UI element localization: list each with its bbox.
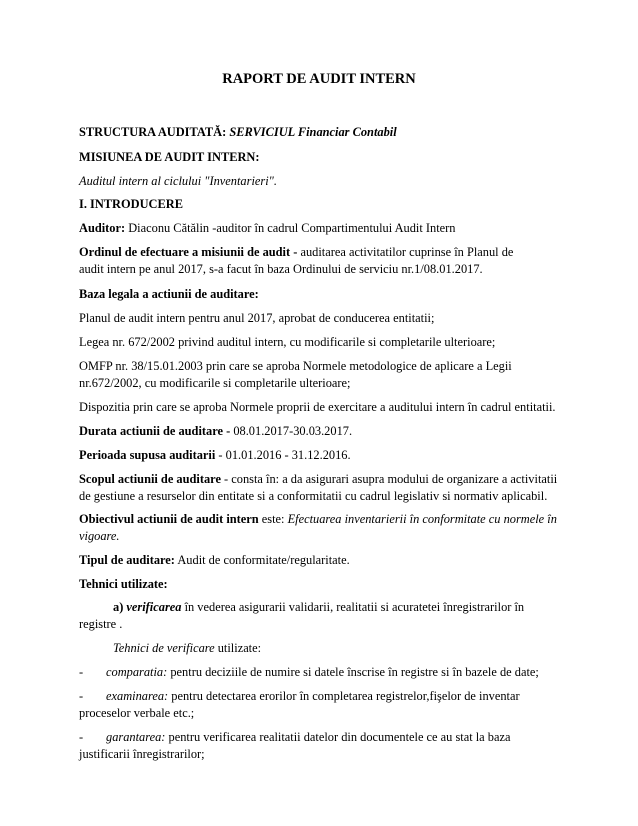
baza-item: nr.672/2002, cu modificarile si completarile ulterioare; (79, 376, 351, 390)
misiunea-label: MISIUNEA DE AUDIT INTERN: (79, 150, 260, 164)
tehnici-verificare-line: Tehnici de verificare utilizate: (113, 641, 262, 655)
obiectivul-line-2: vigoare. (79, 529, 120, 543)
dash-item-examinarea: - examinarea: pentru detectarea erorilor în completarea registrelor,fişelor de inventar (79, 689, 520, 703)
obiectivul-line-1: Obiectivul actiunii de audit intern este: Efectuarea inventarierii în conformitate cu normele în (79, 512, 557, 526)
section-introducere: I. INTRODUCERE (79, 197, 183, 211)
tipul-label: Tipul de auditare: (79, 553, 175, 567)
ordinul-line-2: audit intern pe anul 2017, s-a facut în baza Ordinului de serviciu nr.1/08.01.2017. (79, 262, 483, 276)
baza-item: OMFP nr. 38/15.01.2003 prin care se aproba Normele metodologice de aplicare a Legii (79, 359, 512, 373)
perioada-label: Perioada supusa auditarii (79, 448, 216, 462)
baza-item: Legea nr. 672/2002 privind auditul intern, cu modificarile si completarile ulterioare; (79, 335, 496, 349)
verificarea-label: verificarea (126, 600, 182, 614)
perioada-line (79, 448, 351, 463)
baza-label: Baza legala a actiunii de auditare: (79, 287, 259, 301)
baza-item: Dispozitia prin care se aproba Normele proprii de exercitare a auditului intern în cadrul entitatii. (79, 400, 556, 414)
misiunea-value-line (79, 174, 277, 189)
structura-line (79, 125, 397, 140)
dash-item-garantarea-cont: justificarii înregistrarilor; (79, 747, 205, 761)
tehnici-label-line (79, 577, 168, 592)
obiectivul-label: Obiectivul actiunii de audit intern (79, 512, 259, 526)
scopul-line-1: Scopul actiunii de auditare - consta în: a da asigurari asupra modului de organizare a activitatii (79, 472, 558, 486)
misiunea-value: Auditul intern al ciclului "Inventarieri". (79, 174, 277, 188)
perioada-value: - 01.01.2016 - 31.12.2016. (215, 448, 351, 462)
structura-label: STRUCTURA AUDITATĂ: (79, 125, 227, 139)
verificarea-line-2: registre . (79, 617, 123, 631)
dash-item-examinarea-cont: proceselor verbale etc.; (79, 706, 195, 720)
tehnici-label: Tehnici utilizate: (79, 577, 168, 591)
tipul-value: Audit de conformitate/regularitate. (174, 553, 350, 567)
auditor-value: Diaconu Cătălin -auditor în cadrul Compartimentului Audit Intern (128, 221, 456, 235)
ordinul-label: Ordinul de efectuare a misiunii de audit - (79, 245, 298, 259)
auditor-line (79, 221, 455, 236)
structura-value: SERVICIUL Financiar Contabil (229, 125, 397, 139)
baza-item: Planul de audit intern pentru anul 2017, aprobat de conducerea entitatii; (79, 311, 435, 325)
scopul-line-2: de gestiune a resurselor din entitate si a conformitatii cu cadrul legislativ si normativ aplicabil. (79, 489, 548, 503)
durata-line (79, 424, 352, 439)
durata-label: Durata actiunii de auditare - (79, 424, 231, 438)
auditor-label: Auditor: (79, 221, 126, 235)
report-title: RAPORT DE AUDIT INTERN (222, 71, 416, 87)
dash-item-comparatia: - comparatia: pentru deciziile de numire si datele înscrise în registre si în bazele de date; (79, 665, 539, 679)
ordinul-line-1: Ordinul de efectuare a misiunii de audit - auditarea activitatilor cuprinse în Planul de (79, 245, 514, 259)
dash-item-garantarea: - garantarea: pentru verificarea realitatii datelor din documentele ce au stat la baza (79, 730, 511, 744)
misiunea-label-line (79, 150, 260, 165)
durata-value: 08.01.2017-30.03.2017. (230, 424, 353, 438)
verificarea-line-1: a) verificarea în vederea asigurarii validarii, realitatii si acuratetei înregistrarilor în (113, 600, 525, 614)
tipul-line (79, 553, 350, 568)
scopul-label: Scopul actiunii de auditare (79, 472, 221, 486)
baza-label-line (79, 287, 259, 302)
